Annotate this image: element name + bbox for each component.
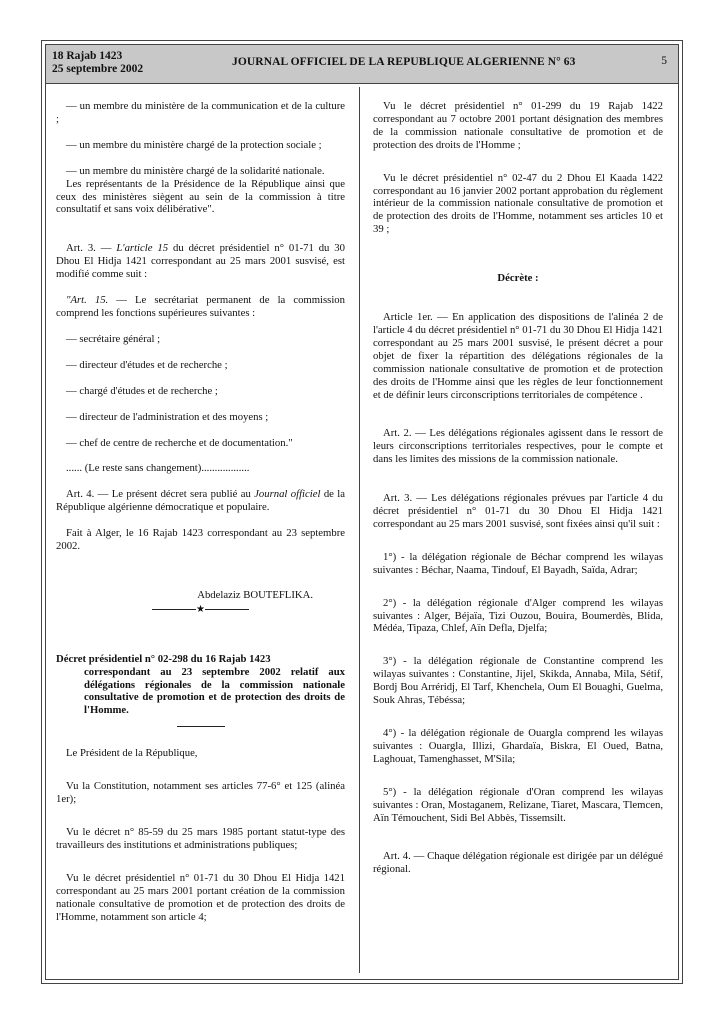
journal-header — [46, 45, 678, 84]
vu-decret-85-59: Vu le décret n° 85-59 du 25 mars 1985 portant statut-type des travailleurs des institutions et administrations publiques; — [56, 826, 345, 851]
article-4-publication — [56, 488, 345, 514]
header-date — [52, 50, 143, 76]
president-line: Le Président de la République, — [66, 747, 198, 760]
article-4-text-end: de la République algérienne démocratique et populaire. — [56, 488, 345, 514]
right-column — [373, 100, 663, 876]
delegation-ouargla: 4°) - la délégation régionale de Ouargla comprend les wilayas suivantes : Ouargla, Illizi, Ghardaïa, Biskra, El Oued, Batna, Laghouat, Tamenghasset, M'Sila; — [373, 727, 663, 765]
member-protection-sociale: — un membre du ministère chargé de la protection sociale ; — [66, 138, 322, 151]
decree-title-rest: correspondant au 23 septembre 2002 relatif aux délégations régionales de la commission nationale consultative de promotion et de protection des droits de l'Homme. — [84, 665, 345, 717]
article-15-body: — Le secrétariat permanent de la commission comprend les fonctions supérieures suivantes : — [56, 294, 345, 319]
article-2: Art. 2. — Les délégations régionales agissent dans le ressort de leurs circonscriptions territoriales respectives, pour le compte et dans les limites des missions de la commission nationale. — [373, 427, 663, 466]
member-solidarite: — un membre du ministère chargé de la solidarité nationale. — [66, 164, 325, 177]
article-3-text: du décret présidentiel n° 01-71 du 30 Dhou El Hidja 1421 correspondant au 25 mars 2001 susvisé, est modifié comme suit : — [56, 242, 345, 281]
vu-decret-01-71: Vu le décret présidentiel n° 01-71 du 30 Dhou El Hidja 1421 correspondant au 25 mars 2001 portant création de la commission nationale consultative de promotion et de protection des droits de l'Homme, notamment son article 4; — [56, 871, 345, 923]
article-3: Art. 3. — Les délégations régionales prévues par l'article 4 du décret présidentiel n° 01-71 du 30 Dhou El Hidja 1421 correspondant au 25 mars 2001 susvisé, sont fixées ainsi qu'il suit : — [373, 492, 663, 530]
decree-title-first-line: Décret présidentiel n° 02-298 du 16 Rajab 1423 — [56, 652, 271, 665]
delegation-constantine: 3°) - la délégation régionale de Constantine comprend les wilayas suivantes : Constantine, Jijel, Skikda, Annaba, Mila, Sétif, Bordj Bou Arréridj, El Tarf, Khenchela, Oum El Bouaghi, Guelma, Souk Ahras, Tébéssa; — [373, 655, 663, 707]
list-item: — directeur d'études et de recherche ; — [66, 358, 228, 371]
list-item: — chef de centre de recherche et de documentation." — [66, 436, 293, 449]
delegation-oran: 5°) - la délégation régionale d'Oran comprend les wilayas suivantes : Oran, Mostaganem, Relizane, Tiaret, Mascara, Tlemcen, Aïn Témouchent, Sidi Bel Abbès, Tissemsilt. — [373, 785, 663, 824]
member-communication: — un membre du ministère de la communication et de la culture ; — [56, 100, 345, 125]
short-divider — [177, 726, 225, 727]
star-separator — [56, 604, 345, 617]
header-date-gregorian: 25 septembre 2002 — [52, 63, 144, 75]
header-title: JOURNAL OFFICIEL DE LA REPUBLIQUE ALGERIENNE N° 63 — [232, 56, 576, 68]
star-icon: ★ — [196, 603, 205, 615]
list-item: — chargé d'études et de recherche ; — [66, 384, 218, 397]
vu-decret-02-47: Vu le décret présidentiel n° 02-47 du 2 Dhou El Kaada 1422 correspondant au 16 janvier 2002 portant approbation du règlement intérieur de la commission nationale consultative de promotion et de protection des droits de l'Homme, notamment ses articles 10 et 39 ; — [373, 171, 663, 236]
journal-officiel-ref: Journal officiel — [254, 488, 321, 501]
delegation-bechar: 1°) - la délégation régionale de Béchar comprend les wilayas suivantes : Béchar, Naama, Tindouf, El Bayadh, Saïda, Adrar; — [373, 550, 663, 576]
article-3-label: Art. 3. — — [66, 242, 117, 255]
signature: Abdelaziz BOUTEFLIKA. — [197, 588, 313, 601]
page-number: 5 — [661, 55, 667, 67]
article-4: Art. 4. — Chaque délégation régionale est dirigée par un délégué régional. — [373, 850, 663, 876]
article-4-text: Art. 4. — Le présent décret sera publié au — [66, 488, 255, 501]
representants-paragraph: Les représentants de la Présidence de la République ainsi que ceux des ministères siègent au sein de la commission à titre consultatif et sans voix délibérative". — [56, 177, 345, 216]
left-column — [56, 100, 345, 923]
decree-title — [56, 653, 345, 718]
header-date-hijri: 18 Rajab 1423 — [52, 50, 123, 62]
article-15-label: "Art. 15. — [66, 294, 109, 307]
column-divider — [359, 87, 360, 973]
fait-a-alger: Fait à Alger, le 16 Rajab 1423 correspondant au 23 septembre 2002. — [56, 527, 345, 553]
article-1: Article 1er. — En application des dispositions de l'alinéa 2 de l'article 4 du décret présidentiel n° 01-71 du 30 Dhou El Hidja 1421 correspondant au 25 mars 2001 susvisé, le présent décret a pour objet de fixer la répartition des délégations régionales de la commission nationale consultative de promotion et de protection des droits de l'Homme ainsi que les règles de leur fonctionnement et de définir leurs circonscriptions territoriales de compétence . — [373, 311, 663, 401]
list-item: — secrétaire général ; — [66, 332, 161, 345]
article-15-text — [56, 294, 345, 320]
delegation-alger: 2°) - la délégation régionale d'Alger comprend les wilayas suivantes : Alger, Béjaïa, Tizi Ouzou, Bouira, Boumerdès, Blida, Médéa, Tipaza, Chlef, Aïn Defla, Djelfa; — [373, 596, 663, 635]
vu-constitution: Vu la Constitution, notamment ses articles 77-6° et 125 (alinéa 1er); — [56, 780, 345, 806]
article-15-ref: L'article 15 — [116, 242, 169, 255]
reste-sans-changement: ...... (Le reste sans changement).................. — [66, 462, 250, 475]
vu-decret-01-299: Vu le décret présidentiel n° 01-299 du 19 Rajab 1422 correspondant au 7 octobre 2001 portant désignation des membres de la commission nationale consultative de promotion et de protection des droits de l'Homme ; — [373, 100, 663, 151]
article-3-amend — [56, 242, 345, 281]
list-item: — directeur de l'administration et des moyens ; — [66, 410, 269, 423]
decrete-heading: Décrète : — [497, 272, 539, 285]
